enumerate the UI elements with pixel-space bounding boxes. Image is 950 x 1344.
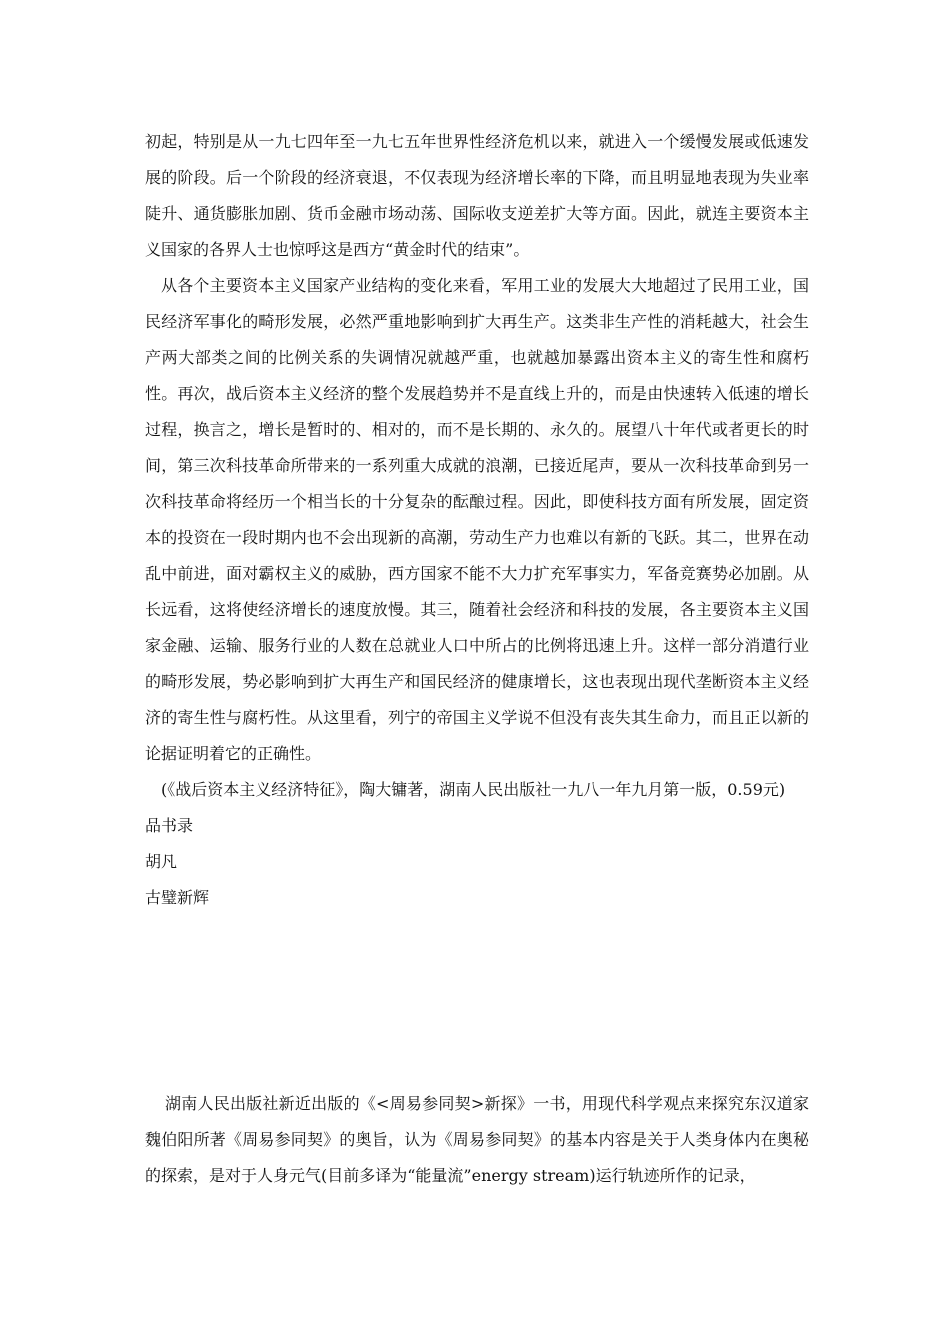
next-article-body [145, 1086, 809, 1194]
citation: (《战后资本主义经济特征》，陶大镛著，湖南人民出版社一九八一年九月第一版，0.59元) [161, 780, 786, 799]
column-name: 品书录 [145, 816, 194, 835]
paragraph-3: 湖南人民出版社新近出版的《<周易参同契>新探》一书，用现代科学观点来探究东汉道家魏伯阳所著《周易参同契》的奥旨，认为《周易参同契》的基本内容是关于人类身体内在奥秘的探索，是对于人身元气(目前多译为“能量流”energy stream)运行轨迹所作的记录， [145, 1094, 809, 1185]
paragraph-2: 从各个主要资本主义国家产业结构的变化来看，军用工业的发展大大地超过了民用工业，国民经济军事化的畸形发展，必然严重地影响到扩大再生产。这类非生产性的消耗越大，社会生产两大部类之间的比例关系的失调情况就越严重，也就越加暴露出资本主义的寄生性和腐朽性。再次，战后资本主义经济的整个发展趋势并不是直线上升的，而是由快速转入低速的增长过程，换言之，增长是暂时的、相对的，而不是长期的、永久的。展望八十年代或者更长的时间，第三次科技革命所带来的一系列重大成就的浪潮，已接近尾声，要从一次科技革命到另一次科技革命将经历一个相当长的十分复杂的酝酿过程。因此，即使科技方面有所发展，固定资本的投资在一段时期内也不会出现新的高潮，劳动生产力也难以有新的飞跃。其二，世界在动乱中前进，面对霸权主义的威胁，西方国家不能不大力扩充军事实力，军备竞赛势必加剧。从长远看，这将使经济增长的速度放慢。其三，随着社会经济和科技的发展，各主要资本主义国家金融、运输、服务行业的人数在总就业人口中所占的比例将迅速上升。这样一部分消遣行业的畸形发展，势必影响到扩大再生产和国民经济的健康增长，这也表现出现代垄断资本主义经济的寄生性与腐朽性。从这里看，列宁的帝国主义学说不但没有丧失其生命力，而且正以新的论据证明着它的正确性。 [145, 276, 809, 763]
article-title: 古璧新辉 [145, 888, 210, 907]
article-body [145, 124, 809, 916]
paragraph-1: 初起，特别是从一九七四年至一九七五年世界性经济危机以来，就进入一个缓慢发展或低速发展的阶段。后一个阶段的经济衰退，不仅表现为经济增长率的下降，而且明显地表现为失业率陡升、通货膨胀加剧、货币金融市场动荡、国际收支逆差扩大等方面。因此，就连主要资本主义国家的各界人士也惊呼这是西方“黄金时代的结束”。 [145, 132, 809, 259]
author-name: 胡凡 [145, 852, 178, 871]
